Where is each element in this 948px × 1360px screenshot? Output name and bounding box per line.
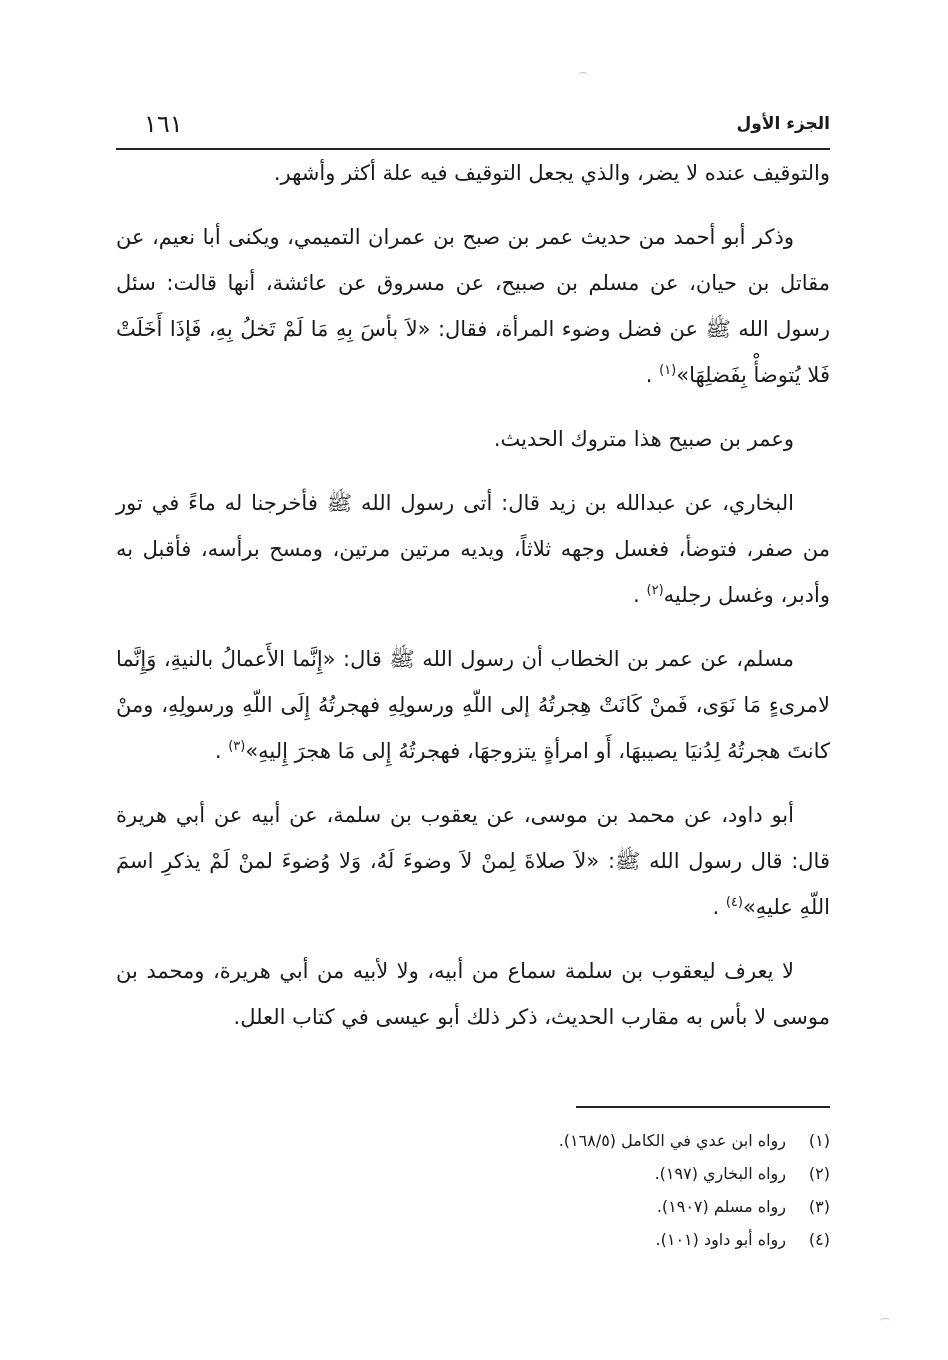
main-text [116,150,830,1058]
paragraph: البخاري، عن عبدالله بن زيد قال: أتى رسول الله ﷺ فأخرجنا له ماءً في تور من صفر، فتوضأ، فغسل وجهه ثلاثاً، ويديه مرتين مرتين، ومسح برأسه، فأقبل به وأدبر، وغسل رجليه$^{(٢)}$ . [116,491,830,607]
paragraph: أبو داود، عن محمد بن موسى، عن يعقوب بن سلمة، عن أبيه عن أبي هريرة قال: قال رسول الله ﷺ: «لاَ صلاةَ لِمنْ لاَ وضوءَ لَهُ، وَلا وُضوءَ لمنْ لَمْ يذكرِ اسمَ اللّهِ عليهِ»$^{(٤)}$ . [116,803,830,919]
footnote-number: (٢) [808,1164,830,1183]
page-number: ١٦١ [144,110,183,138]
footnote-text: رواه ابن عدي في الكامل (١٦٨/٥). [558,1131,786,1150]
footnote-item [380,1124,830,1157]
footnote-text: رواه البخاري (١٩٧). [654,1164,786,1183]
paragraph-text: وذكر أبو أحمد من حديث عمر بن صبح بن عمران التميمي، ويكنى أبا نعيم، عن مقاتل بن حيان، عن مسلم بن صبيح، عن مسروق عن عائشة، أنها قالت: سئل رسول الله ﷺ عن فضل وضوء المرأة، فقال: «لاَ بأسَ بِهِ مَا لَمْ تَخلُ بِهِ، فَإذَا أَخَلَتْ فَلا يُتوضأْ بِفَضلِهَا» [116,225,830,387]
footnote-number: (١) [808,1131,830,1150]
footnote-text: رواه مسلم (١٩٠٧). [656,1197,786,1216]
paragraph [116,150,830,196]
footnote-reference: (٣) [228,739,246,754]
footnotes [380,1124,830,1256]
paragraph: مسلم، عن عمر بن الخطاب أن رسول الله ﷺ قال: «إِنَّما الأَعمالُ بالنيةِ، وَإِنَّما لامرىءٍ مَا نَوَى، فَمنْ كَانَتْ هِجرتُهُ إلى اللّهِ ورسولِهِ فهجرتُهُ إِلَى اللّهِ ورسولِهِ، ومنْ كانتَ هجرتُهُ لِدُنيَا يصيبهَا، أَو امرأةٍ يتزوجهَا، فهجرتُهُ إِلى مَا هجرَ إِليهِ»$^{(٣)}$ . [116,647,830,763]
paragraph-text: البخاري، عن عبدالله بن زيد قال: أتى رسول الله ﷺ فأخرجنا له ماءً في تور من صفر، فتوضأ، فغسل وجهه ثلاثاً، ويديه مرتين مرتين، ومسح برأسه، فأقبل به وأدبر، وغسل رجليه [116,491,830,607]
paragraph-text: وعمر بن صبيح هذا متروك الحديث. [493,427,794,451]
footnote-reference: (١) [659,363,677,378]
page-header [116,108,830,150]
paragraph: وذكر أبو أحمد من حديث عمر بن صبح بن عمران التميمي، ويكنى أبا نعيم، عن مقاتل بن حيان، عن مسلم بن صبيح، عن مسروق عن عائشة، أنها قالت: سئل رسول الله ﷺ عن فضل وضوء المرأة، فقال: «لاَ بأسَ بِهِ مَا لَمْ تَخلُ بِهِ، فَإذَا أَخَلَتْ فَلا يُتوضأْ بِفَضلِهَا»$^{(١)}$ . [116,225,830,387]
footnote-reference: (٢) [646,583,664,598]
paragraph [116,416,830,462]
paragraph-text: لا يعرف ليعقوب بن سلمة سماع من أبيه، ولا لأبيه من أبي هريرة، ومحمد بن موسى لا بأس به مقارب الحديث، ذكر ذلك أبو عيسى في كتاب العلل. [116,959,830,1029]
footnote-item [380,1190,830,1223]
paragraph-text: والتوقيف عنده لا يضر، والذي يجعل التوقيف فيه علة أكثر وأشهر. [273,161,830,185]
footnote-item [380,1223,830,1256]
footnote-divider [576,1106,830,1108]
footnote-number: (٣) [808,1197,830,1216]
paper-mark [578,72,588,79]
footnote-number: (٤) [808,1230,830,1249]
paragraph-text: مسلم، عن عمر بن الخطاب أن رسول الله ﷺ قال: «إِنَّما الأَعمالُ بالنيةِ، وَإِنَّما لامرىءٍ مَا نَوَى، فَمنْ كَانَتْ هِجرتُهُ إلى اللّهِ ورسولِهِ فهجرتُهُ إِلَى اللّهِ ورسولِهِ، ومنْ كانتَ هجرتُهُ لِدُنيَا يصيبهَا، أَو امرأةٍ يتزوجهَا، فهجرتُهُ إِلى مَا هجرَ إِليهِ» [116,647,830,763]
running-title: الجزء الأول [736,114,830,134]
footnote-text: رواه أبو داود (١٠١). [655,1230,786,1249]
paper-mark [880,1318,890,1325]
footnote-item [380,1157,830,1190]
footnote-reference: (٤) [725,895,743,910]
paragraph [116,948,830,1040]
paragraph-text: أبو داود، عن محمد بن موسى، عن يعقوب بن سلمة، عن أبيه عن أبي هريرة قال: قال رسول الله ﷺ: «لاَ صلاةَ لِمنْ لاَ وضوءَ لَهُ، وَلا وُضوءَ لمنْ لَمْ يذكرِ اسمَ اللّهِ عليهِ» [116,803,830,919]
